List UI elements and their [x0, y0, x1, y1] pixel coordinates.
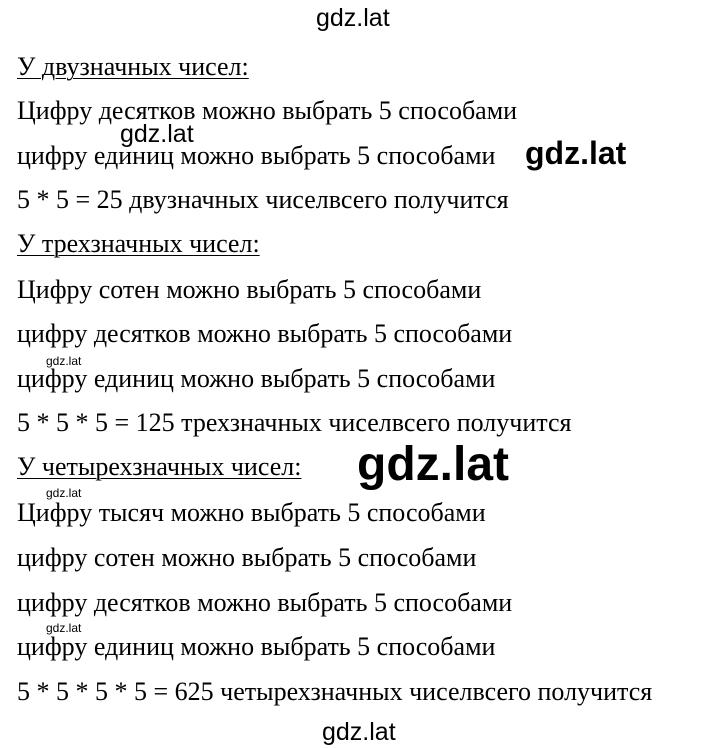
watermark: gdz.lat	[120, 120, 194, 148]
text-line: цифру единиц можно выбрать 5 способами	[17, 364, 496, 393]
watermark-large: gdz.lat	[357, 438, 509, 491]
section-heading-two-digit: У двузначных чисел:	[17, 52, 249, 81]
watermark: gdz.lat	[46, 354, 82, 368]
text-line: цифру единиц можно выбрать 5 способами	[17, 632, 496, 661]
text-line: цифру единиц можно выбрать 5 способами	[17, 141, 496, 170]
text-line: 5 * 5 * 5 * 5 = 625 четырехзначных чиселвсего получится	[17, 677, 653, 706]
text-line: Цифру сотен можно выбрать 5 способами	[17, 275, 482, 304]
text-line: 5 * 5 = 25 двузначных чиселвсего получится	[17, 185, 509, 214]
section-heading-three-digit: У трехзначных чисел:	[17, 229, 260, 258]
watermark-top: gdz.lat	[316, 4, 390, 32]
watermark-bottom: gdz.lat	[322, 718, 396, 746]
text-line: цифру десятков можно выбрать 5 способами	[17, 588, 513, 617]
text-line: 5 * 5 * 5 = 125 трехзначных чиселвсего получится	[17, 408, 572, 437]
text-line: цифру десятков можно выбрать 5 способами	[17, 319, 513, 348]
watermark: gdz.lat	[525, 135, 627, 171]
text-line: цифру сотен можно выбрать 5 способами	[17, 543, 477, 572]
text-line: Цифру десятков можно выбрать 5 способами	[17, 96, 518, 125]
watermark: gdz.lat	[46, 486, 82, 500]
section-heading-four-digit: У четырехзначных чисел:	[17, 452, 302, 481]
text-line: Цифру тысяч можно выбрать 5 способами	[17, 498, 486, 527]
watermark: gdz.lat	[46, 621, 82, 635]
